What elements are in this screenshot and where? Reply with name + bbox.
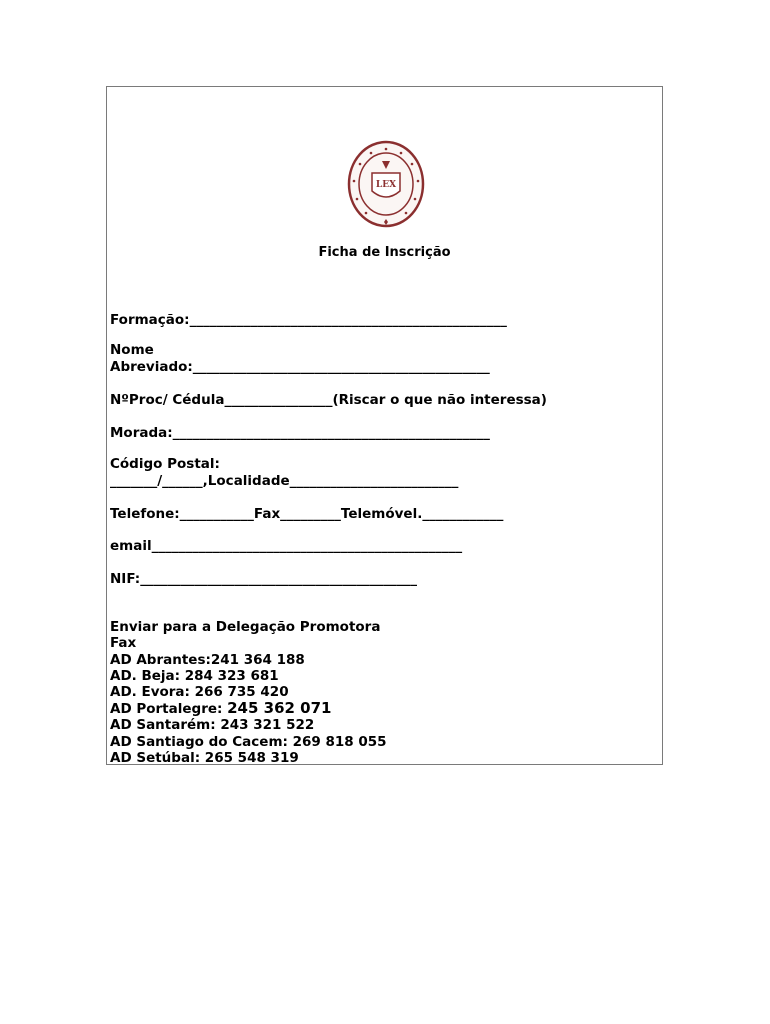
morada-field[interactable]: Morada:_______________________________________________ — [110, 425, 490, 441]
proc-cedula-field[interactable]: NºProc/ Cédula________________(Riscar o que não interessa) — [110, 392, 547, 408]
contact-abrantes: AD Abrantes:241 364 188 — [110, 652, 305, 668]
contact-santiago: AD Santiago do Cacem: 269 818 055 — [110, 734, 387, 750]
bar-association-seal-logo — [346, 139, 426, 229]
portalegre-label: AD Portalegre: — [110, 701, 228, 717]
contact-santarem: AD Santarém: 243 321 522 — [110, 717, 315, 733]
portalegre-number: 245 362 071 — [227, 699, 332, 717]
nome-label: Nome — [110, 342, 154, 358]
registration-form — [106, 86, 663, 765]
contact-setubal: AD Setúbal: 265 548 319 — [110, 750, 299, 766]
contact-evora: AD. Evora: 266 735 420 — [110, 684, 289, 700]
email-field[interactable]: email______________________________________________ — [110, 538, 463, 554]
formacao-field[interactable]: Formação:_______________________________________________ — [110, 312, 507, 328]
codigo-postal-localidade-field[interactable]: _______/______,Localidade_________________________ — [110, 473, 459, 489]
contact-portalegre — [110, 700, 332, 718]
nif-field[interactable]: NIF:_________________________________________ — [110, 571, 417, 587]
telefone-fax-telemovel-field[interactable]: Telefone:___________Fax_________Telemóvel.____________ — [110, 506, 504, 522]
form-title: Ficha de Inscrição — [318, 245, 451, 260]
seal-shield-text: LEX — [375, 180, 397, 190]
nome-abreviado-field[interactable]: Abreviado:____________________________________________ — [110, 359, 490, 375]
fax-label: Fax — [110, 635, 137, 651]
send-to-header: Enviar para a Delegação Promotora — [110, 619, 381, 635]
contact-beja: AD. Beja: 284 323 681 — [110, 668, 279, 684]
codigo-postal-label: Código Postal: — [110, 456, 220, 472]
